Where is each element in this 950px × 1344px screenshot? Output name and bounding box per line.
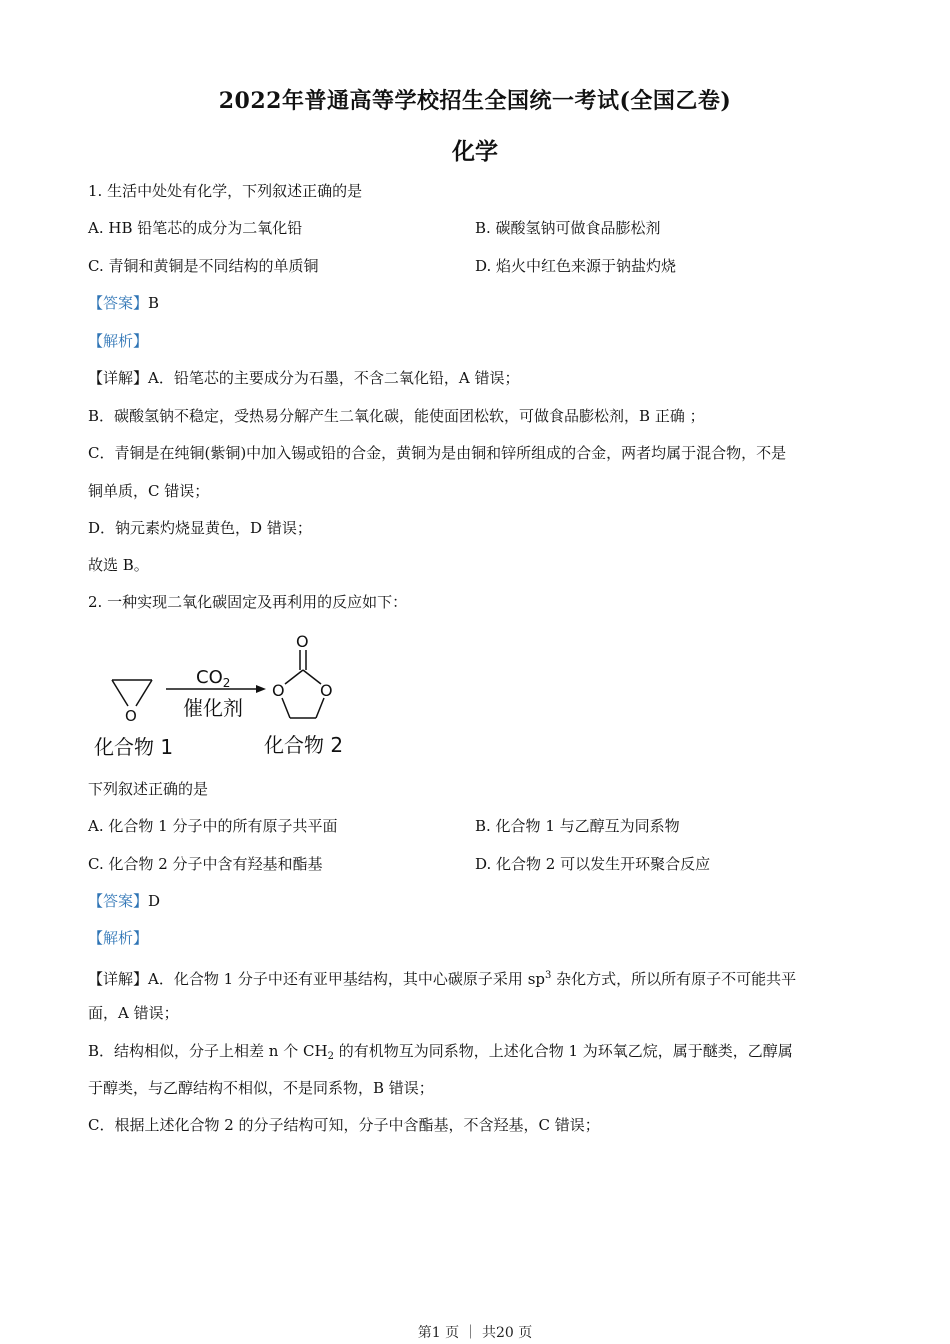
detail-text: 杂化方式，所以所有原子不可能共平: [551, 970, 797, 988]
compound1-oxygen: O: [125, 707, 137, 725]
q1-conclusion: 故选 B。: [88, 556, 149, 574]
subject-title: 化学: [452, 138, 498, 165]
q1-stem: 1. 生活中处处有化学，下列叙述正确的是: [88, 182, 363, 200]
q1-detail-d: D．钠元素灼烧显黄色，D 错误；: [88, 519, 312, 537]
q1-detail-b: B．碳酸氢钠不稳定，受热易分解产生二氧化碳，能使面团松软，可做食品膨松剂，B 正确 ；: [88, 407, 705, 425]
compound2-ring-oxygen-left: O: [272, 681, 285, 700]
q2-option-d: D. 化合物 2 可以发生开环聚合反应: [475, 855, 711, 873]
q1-answer: [88, 293, 159, 313]
q1-analysis-label: 【解析】: [88, 332, 149, 350]
reaction-scheme: [88, 628, 388, 768]
answer-value: B: [148, 294, 160, 312]
detail-label: 【详解】: [88, 369, 149, 387]
q2-detail-b-cont: 于醇类，与乙醇结构不相似，不是同系物，B 错误；: [88, 1079, 434, 1097]
sp3-superscript: 3: [545, 970, 552, 981]
answer-value: D: [148, 892, 161, 910]
q1-detail-c-cont: 铜单质，C 错误；: [88, 482, 210, 500]
detail-text: A．化合物 1 分子中还有亚甲基结构，其中心碳原子采用 sp: [148, 970, 545, 988]
q1-detail-c: C．青铜是在纯铜(紫铜)中加入锡或铅的合金，黄铜为是由铜和锌所组成的合金，两者均属于混合物，不是: [88, 444, 787, 462]
compound2-ring-oxygen-right: O: [320, 681, 333, 700]
compound2-label: 化合物 2: [264, 733, 344, 757]
detail-text: A．铅笔芯的主要成分为石墨，不含二氧化铅，A 错误；: [148, 369, 520, 387]
answer-label: 【答案】: [88, 892, 149, 910]
detail-text: 的有机物互为同系物，上述化合物 1 为环氧乙烷，属于醚类，乙醇属: [333, 1042, 793, 1060]
q1-option-c: C. 青铜和黄铜是不同结构的单质铜: [88, 257, 319, 275]
q2-analysis-label: 【解析】: [88, 929, 149, 947]
catalyst-label: 催化剂: [183, 696, 243, 720]
q1-option-d: D. 焰火中红色来源于钠盐灼烧: [475, 257, 677, 275]
q1-detail-a: [88, 368, 519, 388]
q2-detail-a-cont: 面，A 错误；: [88, 1004, 179, 1022]
answer-label: 【答案】: [88, 294, 149, 312]
q1-option-b: B. 碳酸氢钠可做食品膨松剂: [475, 219, 661, 237]
q2-option-a: A. 化合物 1 分子中的所有原子共平面: [88, 817, 338, 835]
page-footer: 第1 页 ｜ 共20 页: [417, 1325, 533, 1341]
compound1-label: 化合物 1: [94, 735, 174, 759]
ch2-subscript: 2: [327, 1051, 334, 1062]
q2-stem: 2. 一种实现二氧化碳固定及再利用的反应如下：: [88, 593, 408, 611]
compound2-structure: [272, 632, 333, 718]
reagent-co2: $CO_2$: [196, 667, 231, 690]
q1-option-a: A. HB 铅笔芯的成分为二氧化铅: [88, 219, 303, 237]
q2-option-b: B. 化合物 1 与乙醇互为同系物: [475, 817, 680, 835]
q2-prompt: 下列叙述正确的是: [88, 780, 209, 798]
page-title: 2022年普通高等学校招生全国统一考试(全国乙卷): [218, 88, 732, 114]
detail-text: B．结构相似，分子上相差 n 个 CH: [88, 1042, 328, 1060]
reaction-arrow: [166, 667, 266, 720]
q2-detail-a: [88, 966, 796, 989]
q2-detail-c: C．根据上述化合物 2 的分子结构可知，分子中含酯基，不含羟基，C 错误；: [88, 1116, 600, 1134]
q2-option-c: C. 化合物 2 分子中含有羟基和酯基: [88, 855, 323, 873]
q2-detail-b: [88, 1041, 793, 1067]
compound2-carbonyl-oxygen: O: [296, 632, 309, 651]
detail-label: 【详解】: [88, 970, 149, 988]
compound1-structure: [112, 680, 152, 725]
q2-answer: [88, 891, 160, 911]
